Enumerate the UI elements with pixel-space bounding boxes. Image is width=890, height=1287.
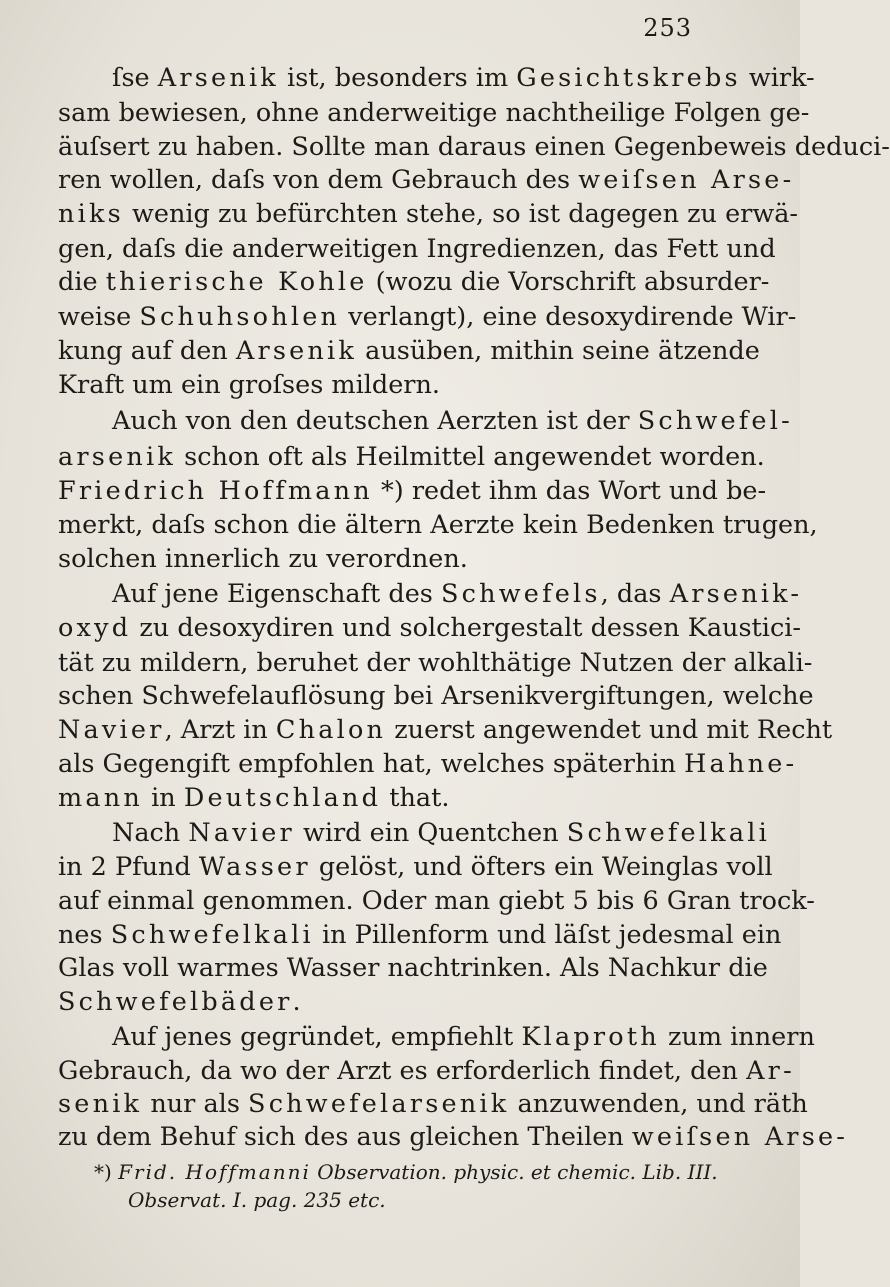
text-run: ist, besonders im [278, 63, 517, 93]
text-run: *) redet ihm das Wort und be- [372, 476, 767, 506]
spaced-text-run: Schuhsohlen [139, 302, 341, 332]
spaced-text-run: senik [58, 1089, 143, 1119]
text-line [112, 1021, 815, 1053]
spaced-text-run: Frid. Hoffmanni [118, 1160, 311, 1184]
text-run: solchen innerlich zu verordnen. [58, 544, 468, 574]
footnote-line [94, 1159, 718, 1185]
spaced-text-run: thierische Kohle [105, 267, 368, 297]
spaced-text-run: weiſsen Arse- [631, 1122, 849, 1152]
text-run: auf einmal genommen. Oder man giebt 5 bis 6 Gran trock- [58, 886, 815, 916]
page-number: 253 [643, 14, 692, 42]
text-line [58, 782, 708, 814]
text-run: that. [381, 783, 450, 813]
spaced-text-run: Navier [188, 818, 295, 848]
text-run: die [58, 267, 106, 297]
text-run: kung auf den [58, 336, 236, 366]
text-run: ſse [112, 63, 158, 93]
text-run: nes [58, 920, 111, 950]
text-line [58, 97, 810, 129]
text-line [58, 612, 802, 644]
spaced-text-run: Schwefels [441, 579, 601, 609]
text-run: schen Schwefelauflösung bei Arsenikvergiftungen, welche [58, 681, 814, 711]
footnote-line [128, 1187, 386, 1213]
text-run: Auch von den deutschen Aerzten ist der [112, 406, 638, 436]
spaced-text-run: niks [58, 199, 124, 229]
spaced-text-run: Schwefel- [637, 406, 793, 436]
text-run: Auf jene Eigenschaft des [112, 579, 441, 609]
text-line [112, 817, 770, 849]
text-line [58, 748, 798, 780]
spaced-text-run: mann [58, 783, 144, 813]
text-run: . [292, 987, 301, 1017]
text-line [58, 441, 765, 473]
text-run: weise [58, 302, 140, 332]
spaced-text-run: arsenik [58, 442, 177, 472]
spaced-text-run: Deutschland [183, 783, 382, 813]
text-run: Kraft um ein groſses mildern. [58, 370, 441, 400]
text-line [58, 509, 818, 541]
text-line [58, 919, 782, 951]
text-line [58, 986, 708, 1018]
spaced-text-run: weiſsen Arse- [578, 165, 795, 195]
text-run: wenig zu befürchten stehe, so ist dagegen zu erwä- [123, 199, 799, 229]
text-run: zum innern [659, 1022, 815, 1052]
spaced-text-run: Schwefelarsenik [248, 1089, 510, 1119]
text-run: zu dem Behuf sich des aus gleichen Theilen [58, 1122, 632, 1152]
spaced-text-run: Schwefelkali [566, 818, 770, 848]
text-run: in 2 Pfund [58, 852, 199, 882]
text-run: verlangt), eine desoxydirende Wir- [340, 302, 797, 332]
text-line [58, 885, 815, 917]
spaced-text-run: Hahne- [684, 749, 798, 779]
text-run: zu desoxydiren und solchergestalt dessen Kaustici- [131, 613, 802, 643]
text-run: äuſsert zu haben. Sollte man daraus einen Gegenbeweis deduci- [58, 132, 890, 162]
text-line [58, 952, 768, 984]
spaced-text-run: Gesichtskrebs [516, 63, 741, 93]
text-run: wird ein Quentchen [294, 818, 567, 848]
text-line [58, 335, 760, 367]
spaced-text-run: Friedrich Hoffmann [58, 476, 373, 506]
text-line [58, 680, 814, 712]
text-run: ausüben, mithin seine ätzende [357, 336, 760, 366]
spaced-text-run: Wasser [198, 852, 311, 882]
text-line [112, 62, 815, 94]
text-line [58, 543, 708, 575]
spaced-text-run: Ar- [746, 1056, 795, 1086]
spaced-text-run: Chalon [275, 715, 387, 745]
footnote-marker: *) [94, 1160, 119, 1184]
text-run: Nach [112, 818, 189, 848]
text-line [58, 369, 708, 401]
text-line [58, 301, 797, 333]
text-run: Gebrauch, da wo der Arzt es erforderlich findet, den [58, 1056, 747, 1086]
text-run: Observat. I. pag. 235 etc. [128, 1188, 386, 1212]
text-run: Glas voll warmes Wasser nachtrinken. Als Nachkur die [58, 953, 768, 983]
text-run: nur als [142, 1089, 249, 1119]
text-run: merkt, daſs schon die ältern Aerzte kein Bedenken trugen, [58, 510, 818, 540]
text-line [58, 851, 773, 883]
spaced-text-run: Arsenik- [669, 579, 803, 609]
spaced-text-run: Schwefelbäder [58, 987, 293, 1017]
text-line [58, 1088, 808, 1120]
text-run: gelöst, und öfters ein Weinglas voll [310, 852, 773, 882]
text-line [58, 1121, 849, 1153]
text-line [58, 164, 795, 196]
text-run: sam bewiesen, ohne anderweitige nachtheilige Folgen ge- [58, 98, 810, 128]
text-run: Observation. physic. et chemic. Lib. III. [310, 1160, 718, 1184]
spaced-text-run: Arsenik [235, 336, 358, 366]
text-line [58, 714, 833, 746]
text-line [58, 198, 799, 230]
spaced-text-run: Navier [58, 715, 165, 745]
text-line [112, 405, 793, 437]
text-line [58, 131, 890, 163]
text-run: in [143, 783, 184, 813]
spaced-text-run: oxyd [58, 613, 132, 643]
text-line [58, 475, 767, 507]
text-line [58, 647, 813, 679]
text-run: wirk- [740, 63, 815, 93]
text-run: tät zu mildern, beruhet der wohlthätige Nutzen der alkali- [58, 648, 813, 678]
text-run: , das [600, 579, 670, 609]
text-run: (wozu die Vorschrift absurder- [367, 267, 770, 297]
spaced-text-run: Klaproth [521, 1022, 660, 1052]
text-run: als Gegengift empfohlen hat, welches späterhin [58, 749, 685, 779]
text-run: ren wollen, daſs von dem Gebrauch des [58, 165, 579, 195]
text-run: , Arzt in [164, 715, 276, 745]
text-run: gen, daſs die anderweitigen Ingredienzen, das Fett und [58, 234, 776, 264]
spaced-text-run: Schwefelkali [110, 920, 314, 950]
text-line [58, 266, 770, 298]
text-line [58, 233, 776, 265]
text-run: in Pillenform und läſst jedesmal ein [313, 920, 782, 950]
text-line [112, 578, 803, 610]
text-line [58, 1055, 795, 1087]
text-run: zuerst angewendet und mit Recht [386, 715, 833, 745]
spaced-text-run: Arsenik [157, 63, 279, 93]
text-run: Auf jenes gegründet, empfiehlt [112, 1022, 522, 1052]
text-run: schon oft als Heilmittel angewendet worden. [176, 442, 765, 472]
text-run: anzuwenden, und räth [509, 1089, 808, 1119]
